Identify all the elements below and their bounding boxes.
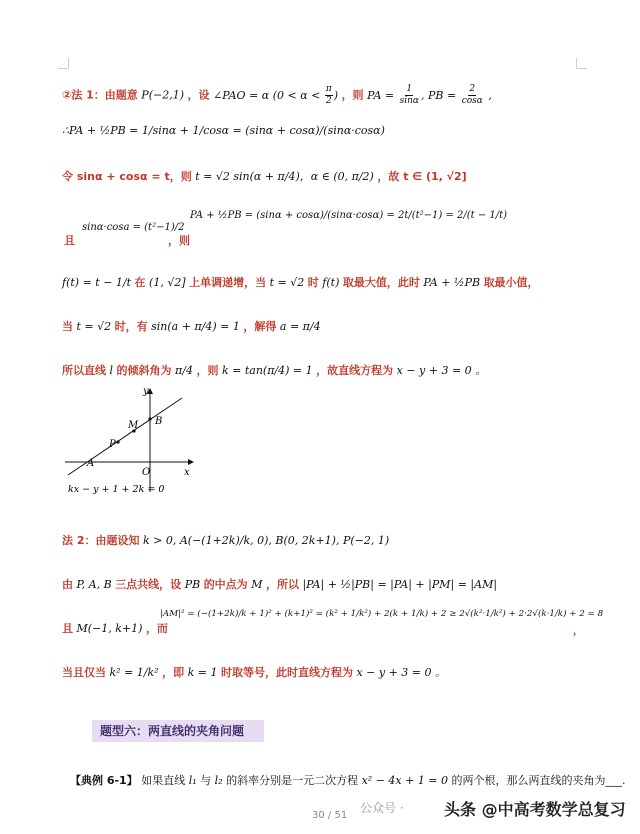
- method1-line1: [62, 84, 492, 107]
- math: f(t): [322, 276, 340, 289]
- method1-line3: [62, 168, 467, 184]
- method1-intro: ②法 1：由题意: [62, 88, 138, 102]
- text: 的中点为: [203, 578, 248, 591]
- text: 取最大值，此时: [342, 276, 420, 289]
- page-number: 30 / 51: [312, 810, 348, 821]
- math: P, A, B: [76, 578, 112, 591]
- text: 时，有: [114, 320, 148, 333]
- text: ，设: [187, 88, 210, 102]
- corner-mark: [576, 58, 587, 69]
- math: f(t) = t − 1/t: [62, 276, 132, 289]
- angle-def: ∠PAO = α (0 < α < $\frac{\pi}{2}$ ): [213, 84, 339, 106]
- example-problem: [70, 772, 626, 788]
- text: 的两个根，那么两直线的夹角为___.: [451, 774, 626, 787]
- method2-line4: [62, 664, 446, 680]
- text: 法 2：由题设知: [62, 534, 140, 547]
- text: ，: [573, 626, 583, 637]
- text: 与: [200, 774, 212, 787]
- math: (1, √2]: [149, 276, 186, 289]
- math: M: [251, 578, 263, 591]
- math: l: [109, 364, 114, 377]
- label-y: y: [143, 386, 149, 397]
- x-axis-arrow: [188, 459, 194, 465]
- text: 如果直线: [141, 774, 186, 787]
- math: π/4: [175, 364, 193, 377]
- label-p: P: [109, 439, 116, 450]
- method1-line2: ∴PA + ½PB = 1/sinα + 1/cosα = (sinα + cosα)/(sinα·cosα): [62, 124, 385, 137]
- text: 且: [62, 622, 73, 635]
- section-heading: 题型六：两直线的夹角问题: [92, 720, 264, 742]
- math: 。: [435, 666, 446, 679]
- line-equation: kx − y + 1 + 2k = 0: [68, 484, 165, 495]
- label-m: M: [128, 420, 139, 431]
- pa-pb-def: PA = $\frac{1}{\sin\alpha}$ , PB = $\frac{2}{\cos\alpha}$ ,: [367, 84, 492, 106]
- math: l₁: [188, 774, 197, 787]
- math: |PA| + ½|PB| = |PA| + |PM| = |AM|: [302, 578, 498, 591]
- method2-line1: [62, 532, 389, 548]
- math: M(−1, k+1): [76, 622, 143, 635]
- math: t = √2: [76, 320, 112, 333]
- sum-expr: PA + ½PB = (sinα + cosα)/(sinα·cosα) = 2t/(t²−1) = 2/(t − 1/t): [190, 210, 508, 221]
- text: 三点共线，设: [115, 578, 182, 591]
- watermark-gray: 公众号 ·: [360, 801, 404, 815]
- math: PA + ½PB: [423, 276, 481, 289]
- text: ，即: [162, 666, 185, 679]
- text: ，所以: [265, 578, 299, 591]
- text: 时取等号，此时直线方程为: [220, 666, 353, 679]
- text: 在: [134, 276, 146, 289]
- math: 。: [475, 364, 487, 377]
- math: k > 0, A(−(1+2k)/k, 0), B(0, 2k+1), P(−2, 1): [142, 534, 390, 547]
- label-x: x: [184, 467, 190, 478]
- text: ，故直线方程为: [316, 364, 394, 377]
- point-p: P(−2,1): [141, 88, 184, 102]
- method2-line2: [62, 576, 497, 592]
- watermark-main: 头条 @中高考数学总复习: [444, 800, 626, 819]
- example-label: 【典例 6-1】: [70, 774, 138, 787]
- text: 由: [62, 578, 73, 591]
- am-squared-derivation: |AM|² = (−(1+2k)/k + 1)² + (k+1)² = (k² + 1/k²) + 2(k + 1/k) + 2 ≥ 2√(k²·1/k²) + 2·2√(k·1/k) + 2 = 8: [160, 609, 604, 619]
- text: ，则: [196, 364, 219, 377]
- math: k² = 1/k²: [109, 666, 159, 679]
- label-b: B: [155, 416, 163, 427]
- text: 当: [62, 320, 73, 333]
- math: k = tan(π/4) = 1: [221, 364, 313, 377]
- text: ，则: [168, 234, 190, 247]
- text: 的倾斜角为: [116, 364, 172, 377]
- text: 时: [307, 276, 319, 289]
- label-o: O: [142, 467, 151, 478]
- math: k = 1: [187, 666, 218, 679]
- method1-line7: [62, 362, 486, 378]
- text: 且: [64, 234, 75, 247]
- corner-mark: [58, 58, 69, 69]
- math: sin(a + π/4) = 1: [151, 320, 240, 333]
- method1-line6: [62, 318, 321, 334]
- math: PB: [184, 578, 201, 591]
- math: x − y + 3 = 0: [356, 666, 432, 679]
- label-a: A: [87, 458, 95, 469]
- math: x − y + 3 = 0: [396, 364, 472, 377]
- text: 令 sinα + cosα = t，则: [62, 170, 192, 183]
- text: 的斜率分别是一元二次方程: [226, 774, 359, 787]
- text: ，而: [145, 622, 168, 635]
- text: 上单调递增，当: [189, 276, 267, 289]
- method2-line3: [62, 620, 168, 636]
- math: l₂: [214, 774, 223, 787]
- text: 所以直线: [62, 364, 106, 377]
- text: 取最小值，: [483, 276, 539, 289]
- line-l: [68, 398, 182, 475]
- text: ，解得: [243, 320, 277, 333]
- text: ，则: [341, 88, 364, 102]
- math: a = π/4: [279, 320, 321, 333]
- text: 当且仅当: [62, 666, 106, 679]
- coordinate-figure: [60, 380, 210, 500]
- math: x² − 4x + 1 = 0: [361, 774, 449, 787]
- math: t = √2: [269, 276, 305, 289]
- math: t = √2 sin(α + π/4)，α ∈ (0, π/2): [195, 170, 374, 183]
- text: ，故 t ∈ (1, √2]: [377, 170, 467, 183]
- point-p-dot: [116, 440, 119, 443]
- product-expr: sinα·cosa = (t²−1)/2: [82, 222, 185, 233]
- method1-line5: [62, 274, 539, 290]
- point-b-dot: [148, 417, 151, 420]
